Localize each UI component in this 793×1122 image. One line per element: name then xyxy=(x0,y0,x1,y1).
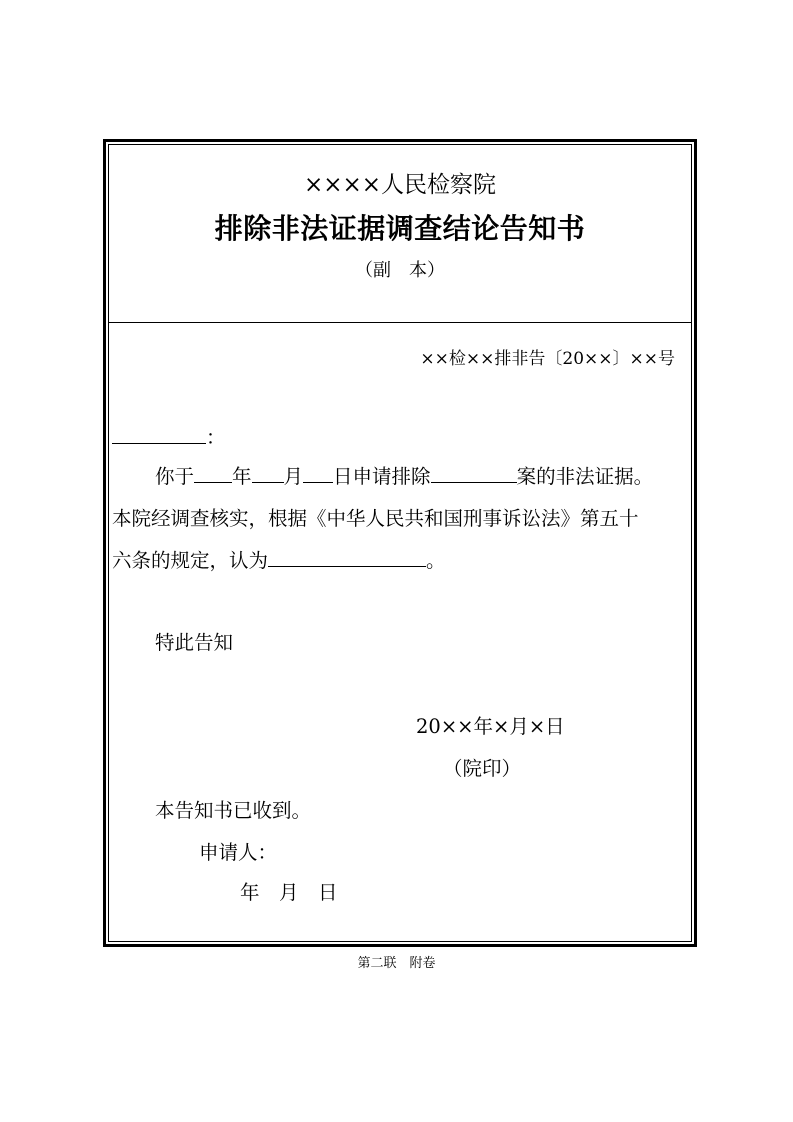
document-title: 排除非法证据调查结论告知书 xyxy=(214,212,586,245)
header-divider xyxy=(108,322,692,323)
addressee-line xyxy=(112,423,226,453)
seal-label: （院印） xyxy=(443,757,522,780)
line1-prefix: 你于 xyxy=(155,465,195,488)
line3-suffix: 。 xyxy=(426,549,446,572)
footer-copy-label: 第二联 附卷 xyxy=(357,956,436,971)
document-number: ××检××排非告〔20××〕××号 xyxy=(420,349,675,369)
procuratorate-name: ××××人民检察院 xyxy=(303,172,497,198)
month-blank xyxy=(252,462,284,483)
case-blank xyxy=(431,462,517,483)
body-line-3 xyxy=(112,546,446,576)
year-blank xyxy=(194,462,232,483)
receipt-date: 年 月 日 xyxy=(240,881,338,904)
month-label: 月 xyxy=(283,465,304,488)
addressee-colon: ： xyxy=(206,426,226,449)
line3-prefix: 六条的规定，认为 xyxy=(112,549,269,572)
copy-label: （副 本） xyxy=(355,260,445,281)
receipt-text: 本告知书已收到。 xyxy=(155,799,312,822)
line1-suffix: 案的非法证据。 xyxy=(516,465,654,488)
body-line-2: 本院经调查核实，根据《中华人民共和国刑事诉讼法》第五十 xyxy=(112,507,639,530)
conclusion-blank xyxy=(268,546,426,567)
notice-text: 特此告知 xyxy=(155,631,234,654)
day-blank xyxy=(303,462,333,483)
line1-mid: 日申请排除 xyxy=(333,465,431,488)
applicant-label: 申请人： xyxy=(199,841,278,864)
issue-date: 20××年×月×日 xyxy=(416,715,565,738)
body-line-1 xyxy=(155,462,653,492)
year-label: 年 xyxy=(232,465,252,488)
addressee-blank xyxy=(112,423,206,444)
